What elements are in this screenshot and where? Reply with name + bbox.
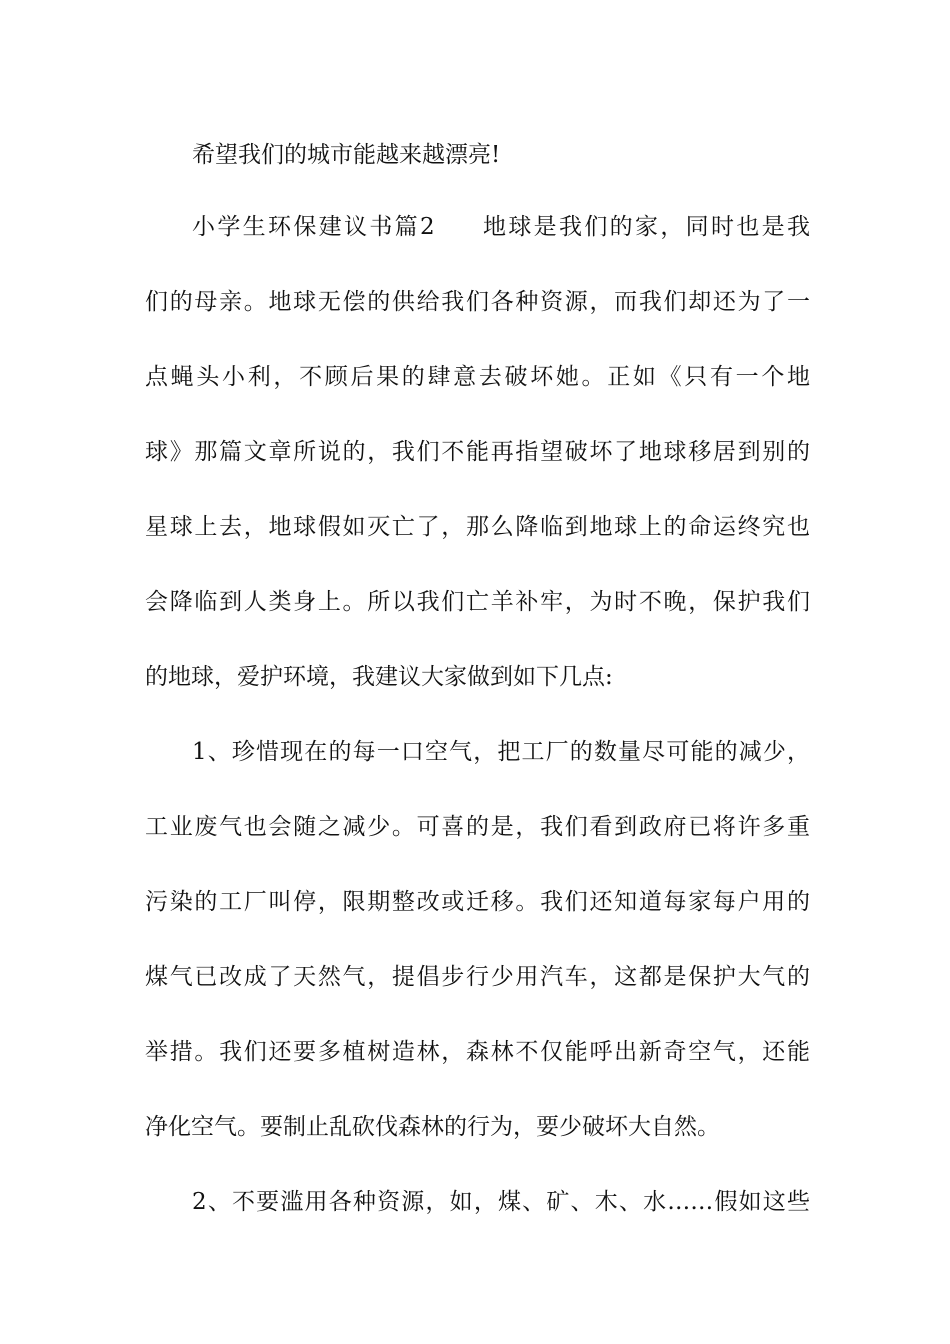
paragraph-line: 工业废气也会随之减少。可喜的是，我们看到政府已将许多重 [145,814,810,840]
list-item-2-line: 2、不要滥用各种资源，如，煤、矿、木、水……假如这些 [192,1189,810,1215]
paragraph-line: 球》那篇文章所说的，我们不能再指望破坏了地球移居到别的 [145,439,810,465]
section-title: 小学生环保建议书篇2 [192,214,435,240]
paragraph-line: 煤气已改成了天然气，提倡步行少用汽车，这都是保护大气的 [145,964,810,990]
list-item-1-line: 1、珍惜现在的每一口空气，把工厂的数量尽可能的减少， [192,739,810,765]
paragraph-line: 们的母亲。地球无偿的供给我们各种资源，而我们却还为了一 [145,289,810,315]
paragraph-line: 星球上去，地球假如灭亡了，那么降临到地球上的命运终究也 [145,514,810,540]
paragraph-line: 污染的工厂叫停，限期整改或迁移。我们还知道每家每户用的 [145,889,810,915]
paragraph-line: 的地球，爱护环境，我建议大家做到如下几点: [145,664,613,690]
paragraph-line: 希望我们的城市能越来越漂亮! [192,142,501,168]
paragraph-line: 举措。我们还要多植树造林，森林不仅能呼出新奇空气，还能 [145,1039,810,1065]
paragraph-line: 点蝇头小利，不顾后果的肆意去破坏她。正如《只有一个地 [145,364,810,390]
paragraph-line: 净化空气。要制止乱砍伐森林的行为，要少破坏大自然。 [145,1114,720,1140]
paragraph-line: 地球是我们的家，同时也是我 [480,214,811,240]
heading-with-paragraph-start [192,212,810,242]
paragraph-line: 会降临到人类身上。所以我们亡羊补牢，为时不晚，保护我们 [145,589,810,615]
